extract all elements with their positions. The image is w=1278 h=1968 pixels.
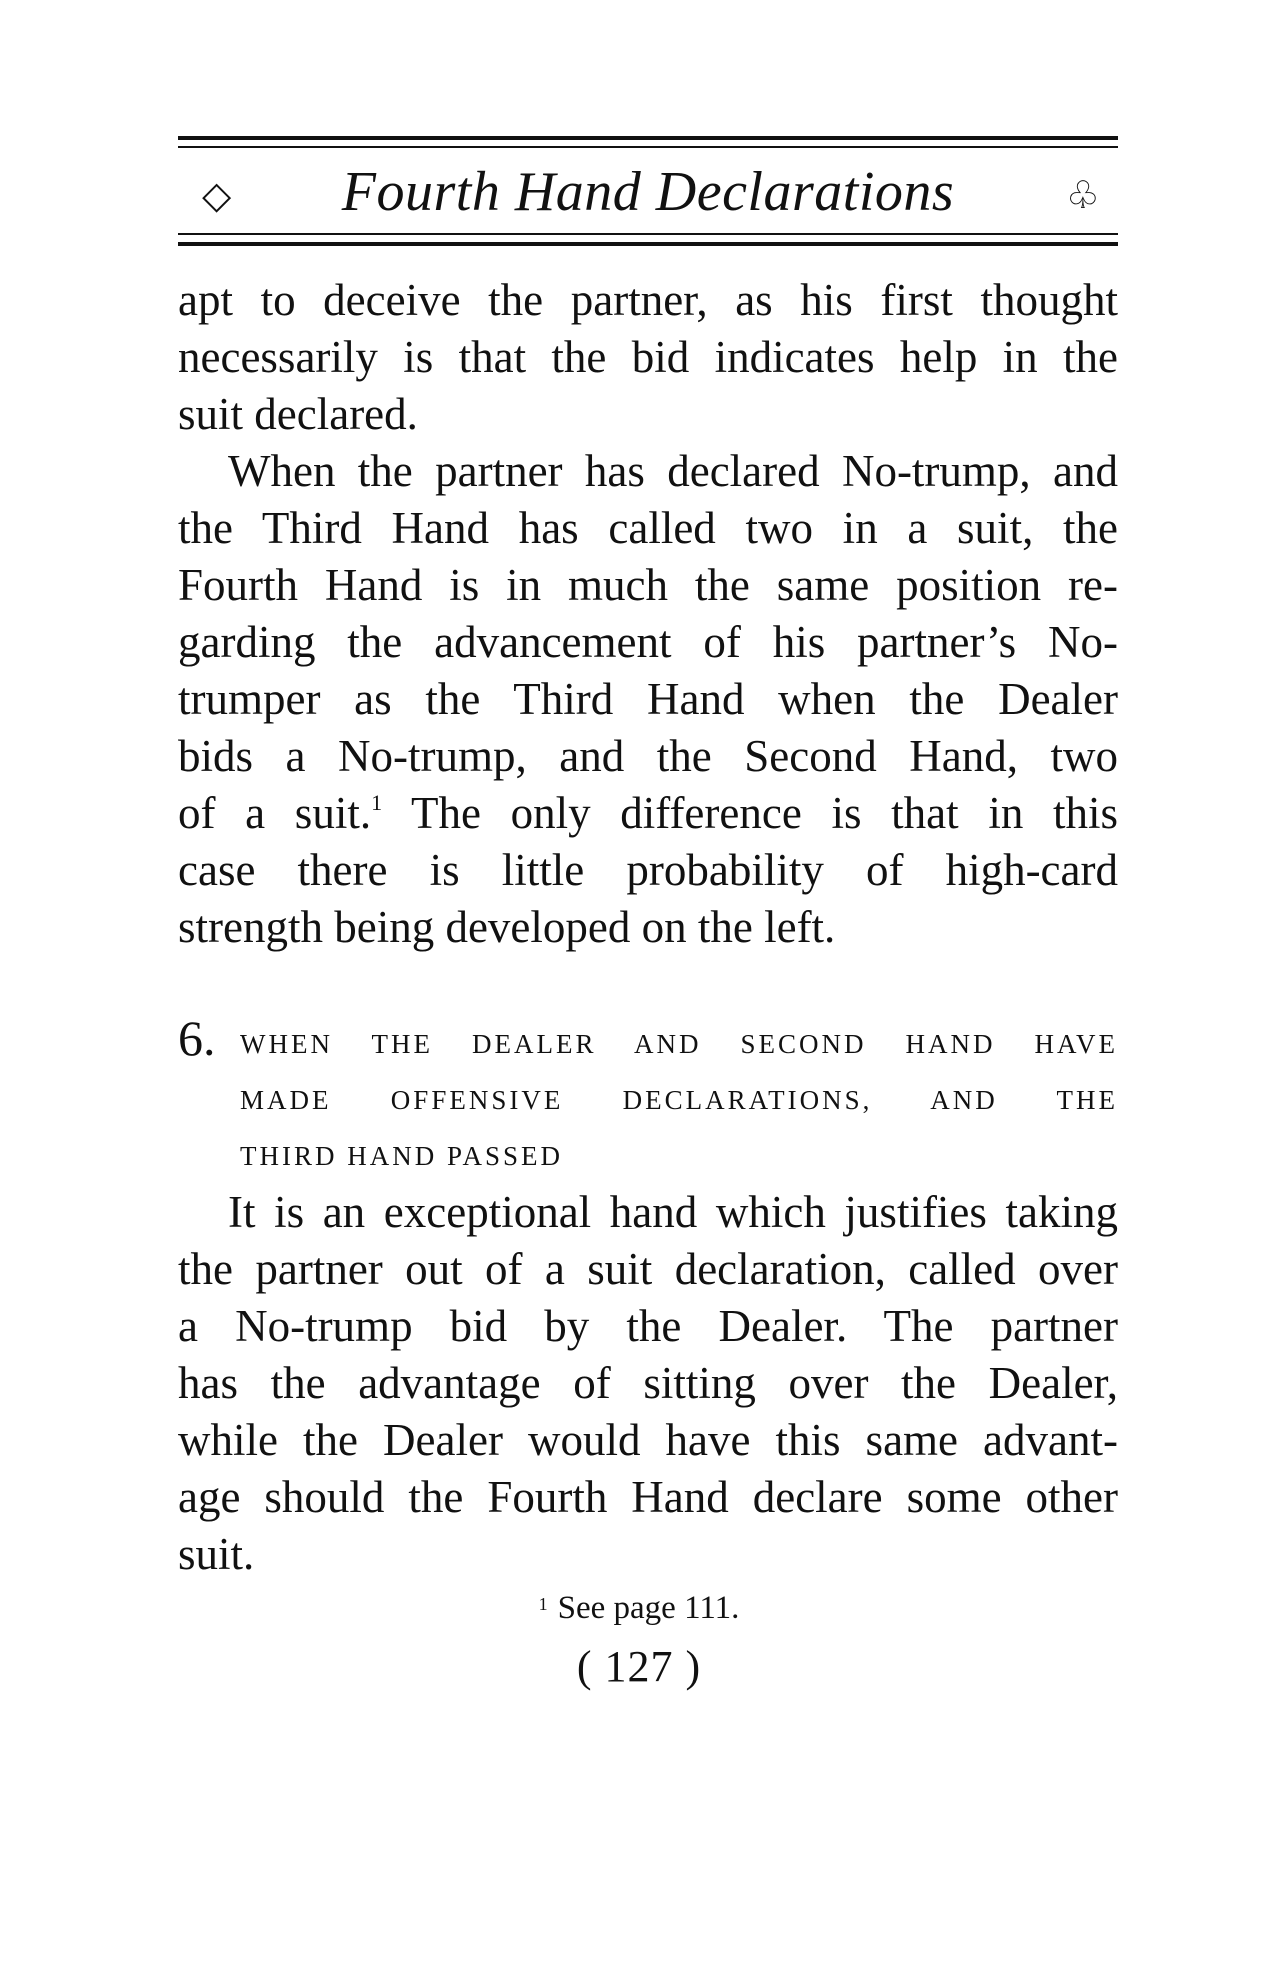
text-line: Fourth Hand is in much the same position re- bbox=[178, 560, 1118, 610]
text-fragment: The only difference is that in this bbox=[410, 788, 1118, 838]
text-line: while the Dealer would have this same advant- bbox=[178, 1415, 1118, 1465]
club-icon: ♧ bbox=[1065, 173, 1100, 217]
text-line: apt to deceive the partner, as his first thought bbox=[178, 275, 1118, 325]
text-line: It is an exceptional hand which justifies taking bbox=[228, 1187, 1118, 1237]
section-heading-line: MADE OFFENSIVE DECLARATIONS, AND THE bbox=[240, 1085, 1118, 1115]
text-line: strength being developed on the left. bbox=[178, 902, 836, 952]
text-line: case there is little probability of high-card bbox=[178, 845, 1118, 895]
header-bottom-rule-thick bbox=[178, 242, 1118, 246]
text-line: garding the advancement of his partner’s No- bbox=[178, 617, 1118, 667]
text-line: trumper as the Third Hand when the Dealer bbox=[178, 674, 1118, 724]
text-line: When the partner has declared No-trump, and bbox=[228, 446, 1118, 496]
section-number: 6. bbox=[178, 1010, 216, 1066]
paragraph-no-trump bbox=[178, 443, 1118, 956]
text-line: the Third Hand has called two in a suit, the bbox=[178, 503, 1118, 553]
text-line: has the advantage of sitting over the Dealer, bbox=[178, 1358, 1118, 1408]
text-fragment: of a suit. bbox=[178, 788, 372, 838]
header-bottom-rule-thin bbox=[178, 233, 1118, 235]
section-heading-line: WHEN THE DEALER AND SECOND HAND HAVE bbox=[240, 1029, 1118, 1059]
running-header bbox=[178, 158, 1118, 228]
footnote-reference: 1 bbox=[371, 790, 383, 815]
text-line: suit. bbox=[178, 1529, 255, 1579]
text-line: suit declared. bbox=[178, 389, 418, 439]
header-top-rule-thin bbox=[178, 146, 1118, 148]
text-line: age should the Fourth Hand declare some other bbox=[178, 1472, 1118, 1522]
text-line: bids a No-trump, and the Second Hand, two bbox=[178, 731, 1118, 781]
footnote bbox=[0, 1584, 1278, 1628]
paragraph-continued bbox=[178, 272, 1118, 443]
diamond-icon: ◇ bbox=[202, 173, 232, 217]
header-top-rule-thick bbox=[178, 136, 1118, 140]
footnote-text: See page 111. bbox=[557, 1590, 740, 1626]
text-line: a No-trump bid by the Dealer. The partner bbox=[178, 1301, 1118, 1351]
footnote-mark: 1 bbox=[538, 1594, 548, 1614]
text-line: the partner out of a suit declaration, called over bbox=[178, 1244, 1118, 1294]
text-line: necessarily is that the bid indicates help in the bbox=[178, 332, 1118, 382]
section-heading-line: THIRD HAND PASSED bbox=[240, 1141, 564, 1171]
page-number: ( 127 ) bbox=[576, 1642, 702, 1691]
running-title: Fourth Hand Declarations bbox=[341, 161, 955, 223]
paragraph-exceptional-hand bbox=[178, 1184, 1118, 1583]
text-line-with-footnote bbox=[178, 785, 1118, 842]
